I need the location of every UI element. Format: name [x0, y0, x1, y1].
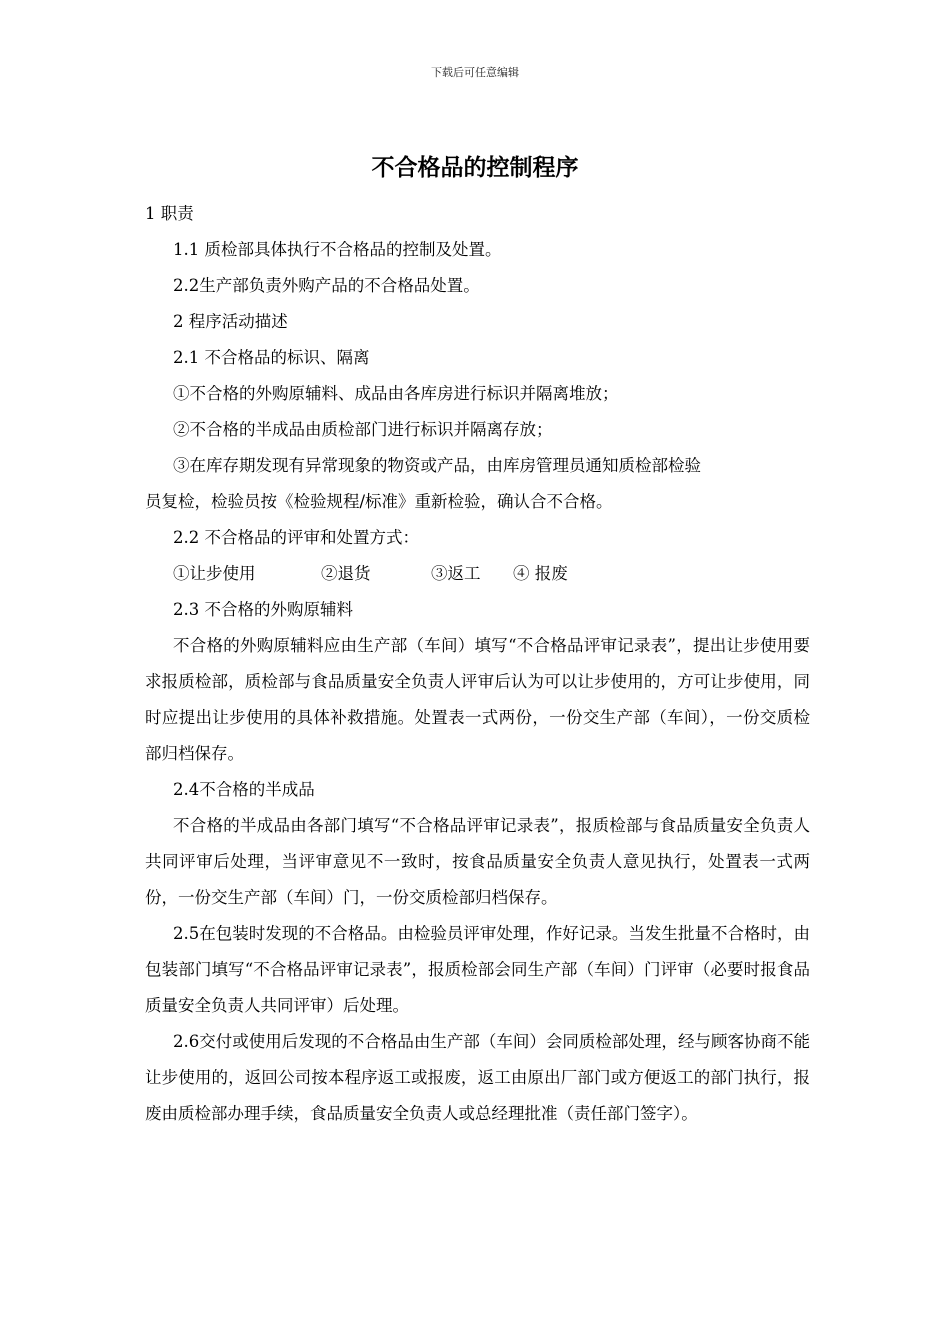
option-concession: ①让步使用: [173, 564, 256, 583]
paragraph-1-2: 2.2生产部负责外购产品的不合格品处置。: [173, 276, 480, 295]
section-2-2-heading: 2.2 不合格品的评审和处置方式：: [173, 528, 419, 547]
option-rework: ③返工: [431, 564, 481, 583]
option-scrap: ④ 报废: [513, 564, 568, 583]
disposition-options: [145, 556, 810, 592]
list-item-2-1-a: ①不合格的外购原辅料、成品由各库房进行标识并隔离堆放；: [173, 384, 619, 403]
section-2-1-heading: 2.1 不合格品的标识、隔离: [173, 348, 370, 367]
document-title: 不合格品的控制程序: [371, 155, 579, 181]
section-1-heading: 1 职责: [145, 204, 194, 223]
section-2-heading: 2 程序活动描述: [173, 312, 288, 331]
paragraph-2-5-body: 2.5在包装时发现的不合格品。由检验员评审处理，作好记录。当发生批量不合格时，由包装部门填写“不合格品评审记录表”，报质检部会同生产部（车间）门评审（必要时报食品质量安全负责人共同评审）后处理。: [145, 924, 810, 1015]
paragraph-2-6-body: 2.6交付或使用后发现的不合格品由生产部（车间）会同质检部处理，经与顾客协商不能让步使用的，返回公司按本程序返工或报废，返工由原出厂部门或方便返工的部门执行，报废由质检部办理手续，食品质量安全负责人或总经理批准（责任部门签字）。: [145, 1032, 810, 1123]
list-item-2-1-c-line1: ③在库存期发现有异常现象的物资或产品，由库房管理员通知质检部检验: [173, 456, 701, 475]
section-2-3-heading: 2.3 不合格的外购原辅料: [173, 600, 353, 619]
section-2-4-heading: 2.4不合格的半成品: [173, 780, 315, 799]
option-return: ②退货: [321, 564, 371, 583]
list-item-2-1-b: ②不合格的半成品由质检部门进行标识并隔离存放；: [173, 420, 553, 439]
paragraph-2-3-body: 不合格的外购原辅料应由生产部（车间）填写“不合格品评审记录表”，提出让步使用要求报质检部，质检部与食品质量安全负责人评审后认为可以让步使用的，方可让步使用，同时应提出让步使用的具体补救措施。处置表一式两份，一份交生产部（车间），一份交质检部归档保存。: [145, 636, 810, 763]
paragraph-1-1: 1.1 质检部具体执行不合格品的控制及处置。: [173, 240, 502, 259]
paragraph-2-4-body: 不合格的半成品由各部门填写“不合格品评审记录表”，报质检部与食品质量安全负责人共同评审后处理，当评审意见不一致时，按食品质量安全负责人意见执行，处置表一式两份，一份交生产部（车间）门，一份交质检部归档保存。: [145, 816, 810, 907]
list-item-2-1-c-line2: 员复检，检验员按《检验规程/标准》重新检验，确认合不合格。: [145, 492, 613, 511]
header-note: 下载后可任意编辑: [431, 66, 519, 79]
document-body: [145, 196, 810, 1132]
